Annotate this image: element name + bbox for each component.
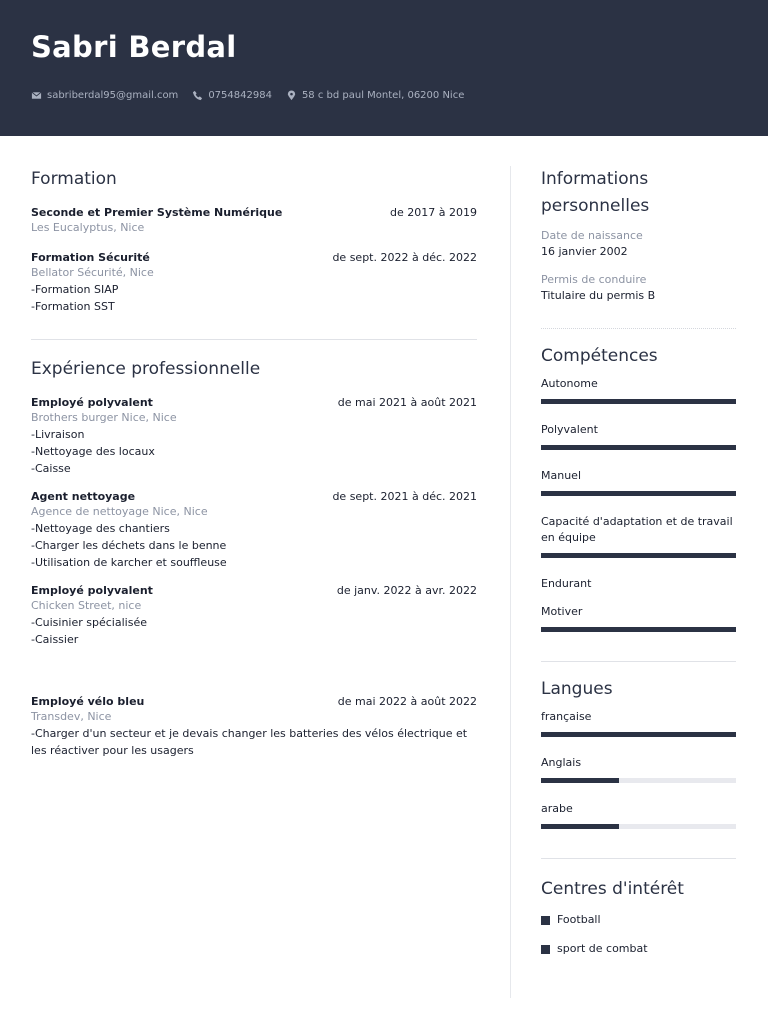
interests-title: Centres d'intérêt	[541, 879, 684, 899]
skill-name: Capacité d'adaptation et de travail en équipe	[541, 515, 733, 544]
section-divider	[541, 858, 736, 859]
section-divider	[541, 328, 736, 329]
skill-bar-fill	[541, 553, 736, 558]
contact-email[interactable]	[31, 90, 178, 101]
section-divider	[541, 661, 736, 662]
skill-bar	[541, 399, 736, 404]
personal-title-line2: personnelles	[541, 196, 650, 216]
entry-bullet: -Charger les déchets dans le benne	[31, 539, 227, 552]
entry-bullet: -Caisse	[31, 462, 71, 475]
contact-phone[interactable]	[192, 90, 272, 101]
contact-address	[286, 90, 464, 101]
license-value: Titulaire du permis B	[541, 289, 656, 302]
language-name: française	[541, 710, 592, 723]
column-divider	[510, 166, 511, 998]
entry-date: de mai 2021 à août 2021	[337, 396, 477, 409]
language-bar	[541, 732, 736, 737]
skill-name: Manuel	[541, 469, 581, 482]
interest-label: Football	[557, 913, 601, 926]
entry-bullet: -Nettoyage des chantiers	[31, 522, 170, 535]
header-banner	[0, 0, 768, 136]
entry-title: Employé polyvalent	[31, 584, 153, 597]
language-name: Anglais	[541, 756, 582, 769]
entry-date: de mai 2022 à août 2022	[337, 695, 477, 708]
formation-entry	[31, 250, 477, 315]
entry-bullet: -Utilisation de karcher et souffleuse	[31, 556, 227, 569]
contact-bar	[31, 90, 478, 101]
skill-name: Motiver	[541, 605, 583, 618]
personal-title-line1: Informations	[541, 169, 649, 189]
phone-icon	[192, 90, 203, 101]
entry-place: Chicken Street, nice	[31, 599, 142, 612]
skill-name: Polyvalent	[541, 423, 598, 436]
experience-entry	[31, 489, 477, 571]
skill-item	[541, 422, 736, 450]
entry-title: Seconde et Premier Système Numérique	[31, 206, 283, 219]
skill-item	[541, 604, 736, 632]
square-bullet-icon	[541, 945, 550, 954]
formation-title: Formation	[31, 169, 117, 189]
experience-entry	[31, 395, 477, 477]
skill-item	[541, 376, 736, 404]
experience-entry	[31, 583, 477, 648]
language-bar-fill	[541, 732, 736, 737]
entry-bullet: -Livraison	[31, 428, 85, 441]
email-icon	[31, 90, 42, 101]
interest-item	[541, 941, 736, 957]
location-pin-icon	[286, 90, 297, 101]
entry-place: Bellator Sécurité, Nice	[31, 266, 154, 279]
entry-place: Transdev, Nice	[31, 710, 112, 723]
entry-date: de sept. 2022 à déc. 2022	[332, 251, 477, 264]
skill-item	[541, 514, 736, 558]
language-bar-fill	[541, 824, 619, 829]
language-bar	[541, 824, 736, 829]
language-name: arabe	[541, 802, 573, 815]
entry-bullet: -Nettoyage des locaux	[31, 445, 155, 458]
experience-title: Expérience professionnelle	[31, 359, 261, 379]
experience-entry	[31, 694, 477, 759]
skill-bar-fill	[541, 399, 736, 404]
entry-title: Employé polyvalent	[31, 396, 153, 409]
address-text: 58 c bd paul Montel, 06200 Nice	[301, 90, 465, 101]
language-item	[541, 801, 736, 829]
skill-bar	[541, 627, 736, 632]
birth-value: 16 janvier 2002	[541, 245, 628, 258]
skill-bar-fill	[541, 445, 736, 450]
entry-date: de 2017 à 2019	[390, 206, 477, 219]
skill-bar	[541, 553, 736, 558]
entry-bullet: -Charger d'un secteur et je devais changer les batteries des vélos électrique et les réactiver pour les usagers	[31, 727, 468, 757]
main-column	[31, 166, 477, 759]
skill-bar-fill	[541, 627, 736, 632]
languages-title: Langues	[541, 679, 613, 699]
skill-bar	[541, 445, 736, 450]
language-bar-fill	[541, 778, 619, 783]
skill-bar-fill	[541, 491, 736, 496]
entry-place: Agence de nettoyage Nice, Nice	[31, 505, 208, 518]
side-column	[541, 166, 736, 957]
birth-label: Date de naissance	[541, 229, 643, 242]
entry-date: de janv. 2022 à avr. 2022	[336, 584, 477, 597]
license-label: Permis de conduire	[541, 273, 647, 286]
entry-bullet: -Caissier	[31, 633, 79, 646]
language-bar	[541, 778, 736, 783]
skill-item	[541, 468, 736, 496]
entry-place: Brothers burger Nice, Nice	[31, 411, 177, 424]
skill-name: Autonome	[541, 377, 598, 390]
entry-bullet: -Cuisinier spécialisée	[31, 616, 147, 629]
interest-item	[541, 912, 736, 928]
entry-title: Agent nettoyage	[31, 490, 136, 503]
phone-text: 0754842984	[208, 90, 272, 101]
skill-name: Endurant	[541, 577, 592, 590]
entry-place: Les Eucalyptus, Nice	[31, 221, 145, 234]
entry-date: de sept. 2021 à déc. 2021	[332, 490, 477, 503]
skill-bar	[541, 491, 736, 496]
interest-label: sport de combat	[557, 942, 648, 955]
language-item	[541, 755, 736, 783]
square-bullet-icon	[541, 916, 550, 925]
entry-bullet: -Formation SIAP	[31, 283, 119, 296]
entry-bullet: -Formation SST	[31, 300, 115, 313]
entry-title: Employé vélo bleu	[31, 695, 145, 708]
entry-title: Formation Sécurité	[31, 251, 150, 264]
email-text: sabriberdal95@gmail.com	[47, 90, 179, 101]
section-divider	[31, 339, 477, 340]
candidate-name: Sabri Berdal	[31, 30, 237, 64]
language-item	[541, 709, 736, 737]
skills-title: Compétences	[541, 346, 658, 366]
skill-item	[541, 576, 736, 592]
formation-entry	[31, 205, 477, 236]
